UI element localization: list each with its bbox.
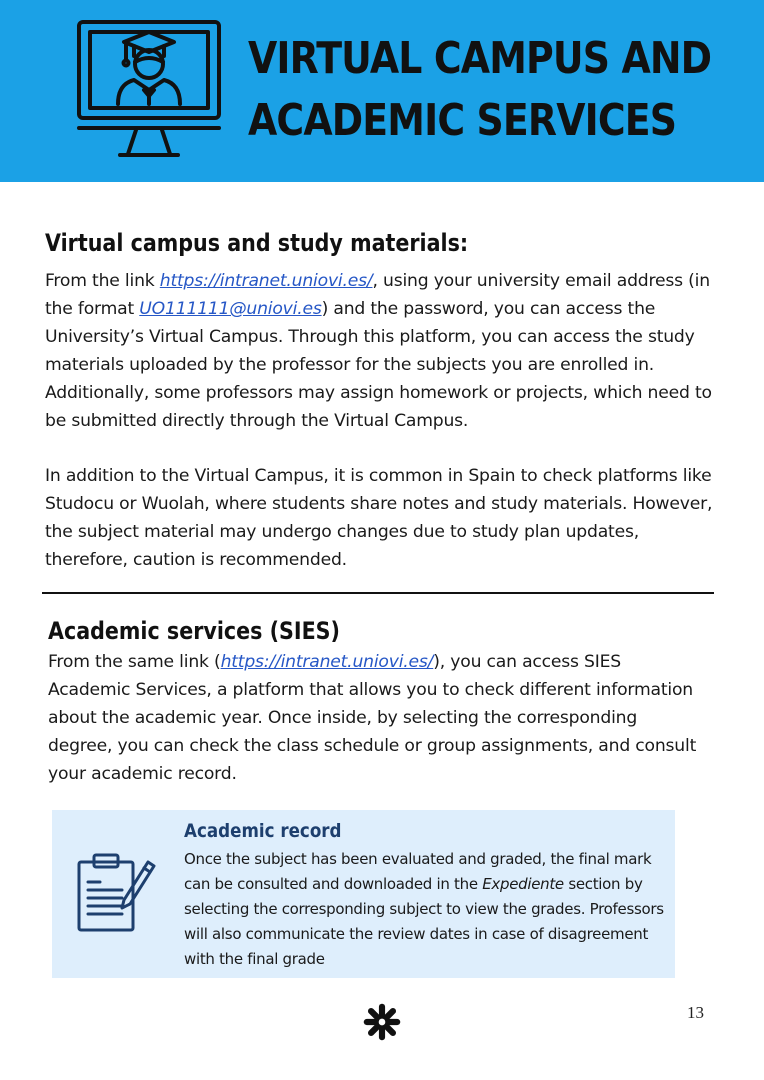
text-segment: , using your university email address (in the format xyxy=(45,271,710,319)
graduate-computer-icon xyxy=(76,18,222,160)
text-segment: ), you can access SIES Academic Services, a platform that allows you to check different information about the academic year. Once inside, by selecting the corresponding degree, you can check the class schedule or group assignments, and consult your academic record. xyxy=(48,652,697,784)
asterisk-flower-icon xyxy=(363,1003,401,1041)
clipboard-pencil-icon xyxy=(76,852,156,934)
page-number: 13 xyxy=(687,1003,704,1022)
text-segment: From the link xyxy=(45,271,160,291)
text-segment: From the same link ( xyxy=(48,652,221,672)
study-platforms-paragraph: In addition to the Virtual Campus, it is common in Spain to check platforms like Studocu or Wuolah, where students share notes and study materials. However, the subject material may undergo changes due to study plan updates, therefore, caution is recommended. xyxy=(45,466,713,570)
intranet-link[interactable]: https://intranet.uniovi.es/ xyxy=(159,271,373,291)
expediente-term: Expediente xyxy=(482,875,564,893)
academic-services-heading: Academic services (SIES) xyxy=(48,617,340,645)
text-segment: Once the subject has been evaluated and graded, the final mark can be consulted and downloaded in the xyxy=(184,850,652,893)
academic-record-text xyxy=(184,847,668,972)
text-segment: ) and the password, you can access the University’s Virtual Campus. Through this platform, you can access the study materials uploaded by the professor for the subjects you are enrolled in. Additionally, some professors may assign homework or projects, which need to be submitted directly through the Virtual Campus. xyxy=(45,299,712,431)
title-line-2: ACADEMIC SERVICES xyxy=(248,95,677,146)
page-title xyxy=(248,28,712,152)
virtual-campus-paragraph xyxy=(45,267,717,435)
title-line-1: VIRTUAL CAMPUS AND xyxy=(248,33,712,84)
academic-record-title: Academic record xyxy=(184,820,342,842)
academic-services-paragraph xyxy=(48,648,703,788)
email-link[interactable]: UO111111@uniovi.es xyxy=(139,299,322,319)
text-segment: section by selecting the corresponding subject to view the grades. Professors will also communicate the review dates in case of disagreement with the final grade xyxy=(184,875,664,968)
section-divider xyxy=(42,592,714,594)
header-banner xyxy=(0,0,764,182)
intranet-link[interactable]: https://intranet.uniovi.es/ xyxy=(220,652,434,672)
virtual-campus-heading: Virtual campus and study materials: xyxy=(45,229,469,257)
